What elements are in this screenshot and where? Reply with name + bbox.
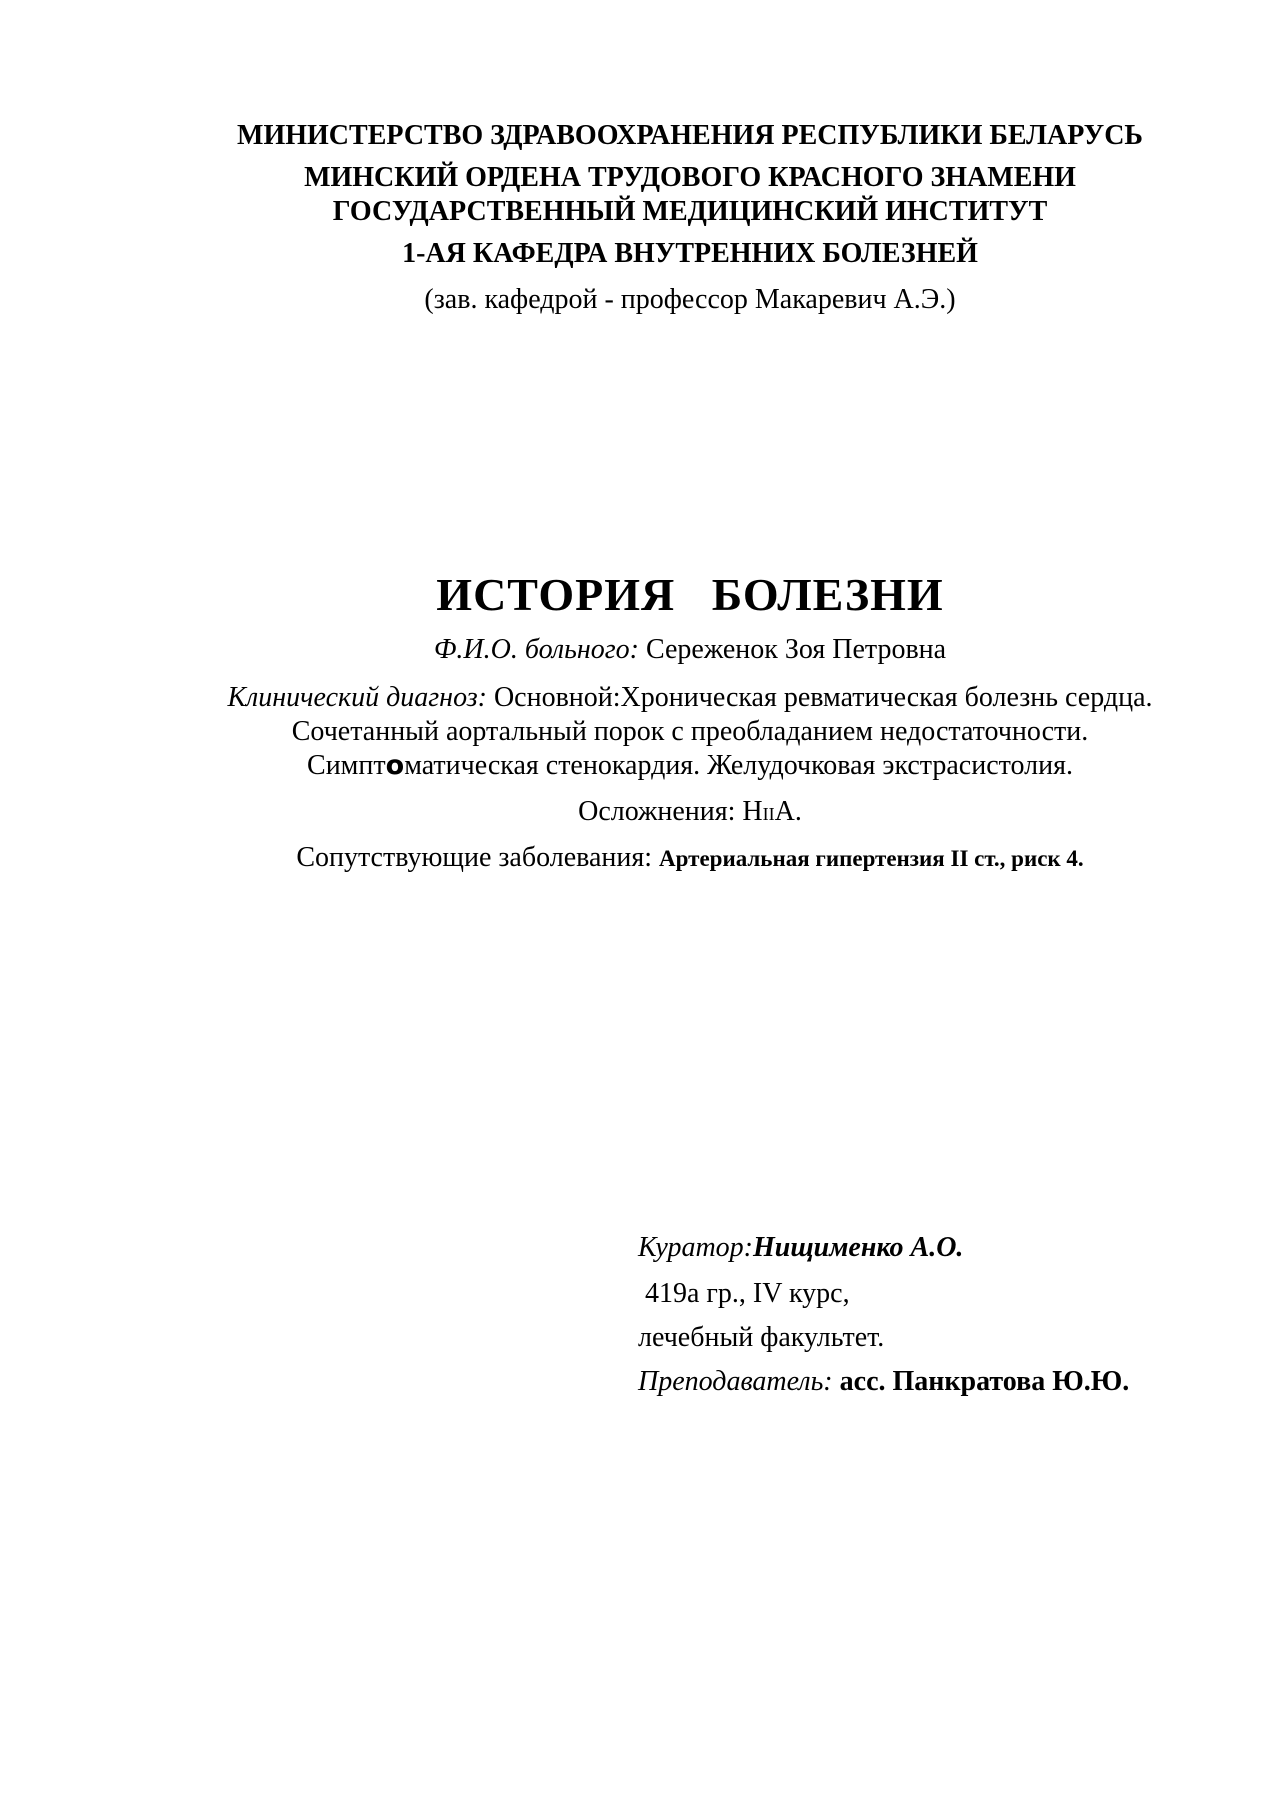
comorbid-value: Артериальная гипертензия II ст., риск 4. xyxy=(659,846,1084,871)
curator-name: Нищименко А.О. xyxy=(753,1232,964,1263)
document-title: ИСТОРИЯ БОЛЕЗНИ xyxy=(436,569,944,620)
institute-heading-line2: ГОСУДАРСТВЕННЫЙ МЕДИЦИНСКИЙ ИНСТИТУТ xyxy=(332,196,1048,227)
curator-faculty: лечебный факультет. xyxy=(638,1322,885,1353)
teacher-label: Преподаватель: xyxy=(638,1366,833,1397)
diagnosis-line3-start: Симпт xyxy=(307,750,386,781)
diagnosis-line3 xyxy=(130,750,1250,782)
complications-stage: II xyxy=(762,804,775,824)
institute-heading-line1: МИНСКИЙ ОРДЕНА ТРУДОВОГО КРАСНОГО ЗНАМЕНИ xyxy=(304,162,1076,193)
diagnosis-line1 xyxy=(130,682,1250,714)
teacher-line xyxy=(638,1366,1129,1398)
patient-name: Сереженок Зоя Петровна xyxy=(645,634,947,665)
comorbid-line xyxy=(130,842,1250,874)
diagnosis-line3-o: о xyxy=(385,750,405,781)
diagnosis-main: Основной:Хроническая ревматическая болезнь сердца. xyxy=(493,682,1153,713)
department-head: (зав. кафедрой - профессор Макаревич А.Э.) xyxy=(424,284,956,315)
diagnosis-label: Клинический диагноз: xyxy=(227,682,487,713)
department-heading: 1-АЯ КАФЕДРА ВНУТРЕННИХ БОЛЕЗНЕЙ xyxy=(402,238,978,269)
curator-group: 419а гр., IV курс, xyxy=(638,1278,850,1309)
teacher-name: асс. Панкратова Ю.Ю. xyxy=(839,1366,1130,1397)
diagnosis-line3-end: матическая стенокардия. Желудочковая экстрасистолия. xyxy=(404,750,1073,781)
patient-label: Ф.И.О. больного: xyxy=(433,634,639,665)
patient-line xyxy=(130,634,1250,666)
curator-label: Куратор: xyxy=(638,1232,753,1263)
curator-line xyxy=(638,1232,963,1264)
complications-suffix: А. xyxy=(774,796,802,827)
ministry-heading: МИНИСТЕРСТВО ЗДРАВООХРАНЕНИЯ РЕСПУБЛИКИ БЕЛАРУСЬ xyxy=(237,120,1143,151)
diagnosis-line2: Сочетанный аортальный порок с преобладанием недостаточности. xyxy=(291,716,1089,747)
comorbid-label: Сопутствующие заболевания: xyxy=(296,842,653,873)
complications-line xyxy=(130,796,1250,828)
complications-label: Осложнения: Н xyxy=(578,796,763,827)
